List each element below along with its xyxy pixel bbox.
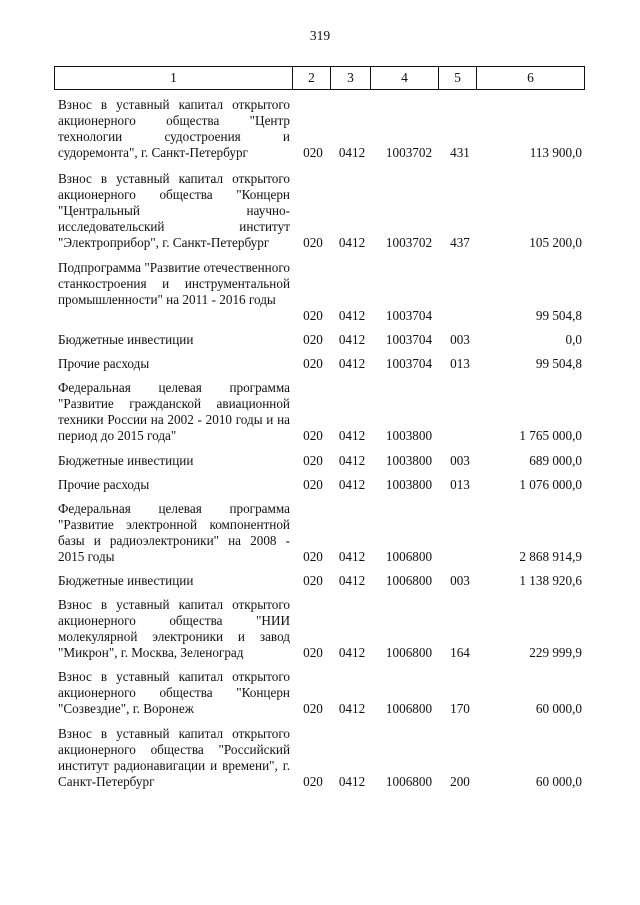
row-amount: 113 900,0 [529,145,582,160]
row-target-code: 1006800 [385,549,433,564]
row-section-code: 0412 [338,774,366,789]
row-ministry-code: 020 [303,356,323,371]
row-amount: 0,0 [565,332,582,347]
row-ministry-code: 020 [303,332,323,347]
row-target-code: 1006800 [385,701,433,716]
row-ministry-code: 020 [303,549,323,564]
row-description: Прочие расходы [58,477,150,492]
row-amount: 689 000,0 [529,453,582,468]
row-ministry-code: 020 [303,477,323,492]
row-description: Прочие расходы [58,356,150,371]
row-section-code: 0412 [338,332,366,347]
column-header-5: 5 [439,67,477,90]
row-amount: 105 200,0 [529,235,582,250]
row-section-code: 0412 [338,308,366,323]
row-description: Взнос в уставный капитал открытого акционерного общества "Центр технологии судостроения и судоремонта", г. Санкт-Петербург [58,97,290,160]
row-amount: 1 076 000,0 [519,477,582,492]
row-section-code: 0412 [338,645,366,660]
row-target-code: 1006800 [385,774,433,789]
row-description: Федеральная целевая программа "Развитие электронной компонентной базы и радиоэлектроники" на 2008 - 2015 годы [58,501,290,564]
row-target-code: 1003704 [385,308,433,323]
row-amount: 229 999,9 [529,645,582,660]
row-section-code: 0412 [338,356,366,371]
row-expense-type: 170 [450,701,470,716]
column-header-6: 6 [477,67,585,90]
row-ministry-code: 020 [303,645,323,660]
row-section-code: 0412 [338,453,366,468]
row-expense-type: 437 [450,235,470,250]
row-ministry-code: 020 [303,308,323,323]
row-section-code: 0412 [338,477,366,492]
row-ministry-code: 020 [303,573,323,588]
row-amount: 2 868 914,9 [519,549,582,564]
row-description: Бюджетные инвестиции [58,332,194,347]
column-header-1: 1 [55,67,293,90]
row-amount: 60 000,0 [535,701,582,716]
row-description: Бюджетные инвестиции [58,573,194,588]
column-header-3: 3 [331,67,371,90]
row-description: Федеральная целевая программа "Развитие гражданской авиационной техники России на 2002 - 2010 годы и на период до 2015 года" [58,380,290,443]
row-ministry-code: 020 [303,453,323,468]
row-section-code: 0412 [338,235,366,250]
row-expense-type: 013 [450,356,470,371]
row-target-code: 1003800 [385,428,433,443]
row-expense-type: 164 [450,645,470,660]
row-amount: 99 504,8 [535,308,582,323]
row-target-code: 1003704 [385,356,433,371]
column-header-4: 4 [371,67,439,90]
row-amount: 1 765 000,0 [519,428,582,443]
row-target-code: 1006800 [385,573,433,588]
row-section-code: 0412 [338,573,366,588]
row-description: Взнос в уставный капитал открытого акционерного общества "Концерн "Созвездие", г. Воронеж [58,669,290,716]
row-description: Взнос в уставный капитал открытого акционерного общества "Российский институт радионавигации и времени", г. Санкт-Петербург [58,726,290,789]
row-expense-type: 013 [450,477,470,492]
row-ministry-code: 020 [303,428,323,443]
row-description: Подпрограмма "Развитие отечественного станкостроения и инструментальной промышленности" на 2011 - 2016 годы [58,260,290,307]
row-section-code: 0412 [338,145,366,160]
row-description: Взнос в уставный капитал открытого акционерного общества "Концерн "Центральный научно-исследовательский институт "Электроприбор", г. Санкт-Петербург [58,171,290,250]
row-section-code: 0412 [338,428,366,443]
column-header-row [55,67,585,90]
row-ministry-code: 020 [303,774,323,789]
row-expense-type: 003 [450,573,470,588]
row-section-code: 0412 [338,701,366,716]
row-expense-type: 003 [450,332,470,347]
row-expense-type: 200 [450,774,470,789]
row-target-code: 1003702 [385,235,433,250]
row-target-code: 1003800 [385,453,433,468]
row-description: Взнос в уставный капитал открытого акционерного общества "НИИ молекулярной электроники и завод "Микрон", г. Москва, Зеленоград [58,597,290,660]
row-expense-type: 003 [450,453,470,468]
row-target-code: 1003702 [385,145,433,160]
row-target-code: 1003704 [385,332,433,347]
row-ministry-code: 020 [303,145,323,160]
row-ministry-code: 020 [303,235,323,250]
row-description: Бюджетные инвестиции [58,453,194,468]
row-section-code: 0412 [338,549,366,564]
row-target-code: 1006800 [385,645,433,660]
row-target-code: 1003800 [385,477,433,492]
row-ministry-code: 020 [303,701,323,716]
column-header-2: 2 [293,67,331,90]
column-header-table [54,66,585,90]
row-amount: 60 000,0 [535,774,582,789]
row-amount: 99 504,8 [535,356,582,371]
row-amount: 1 138 920,6 [519,573,582,588]
page-number: 319 [309,28,331,43]
row-expense-type: 431 [450,145,470,160]
